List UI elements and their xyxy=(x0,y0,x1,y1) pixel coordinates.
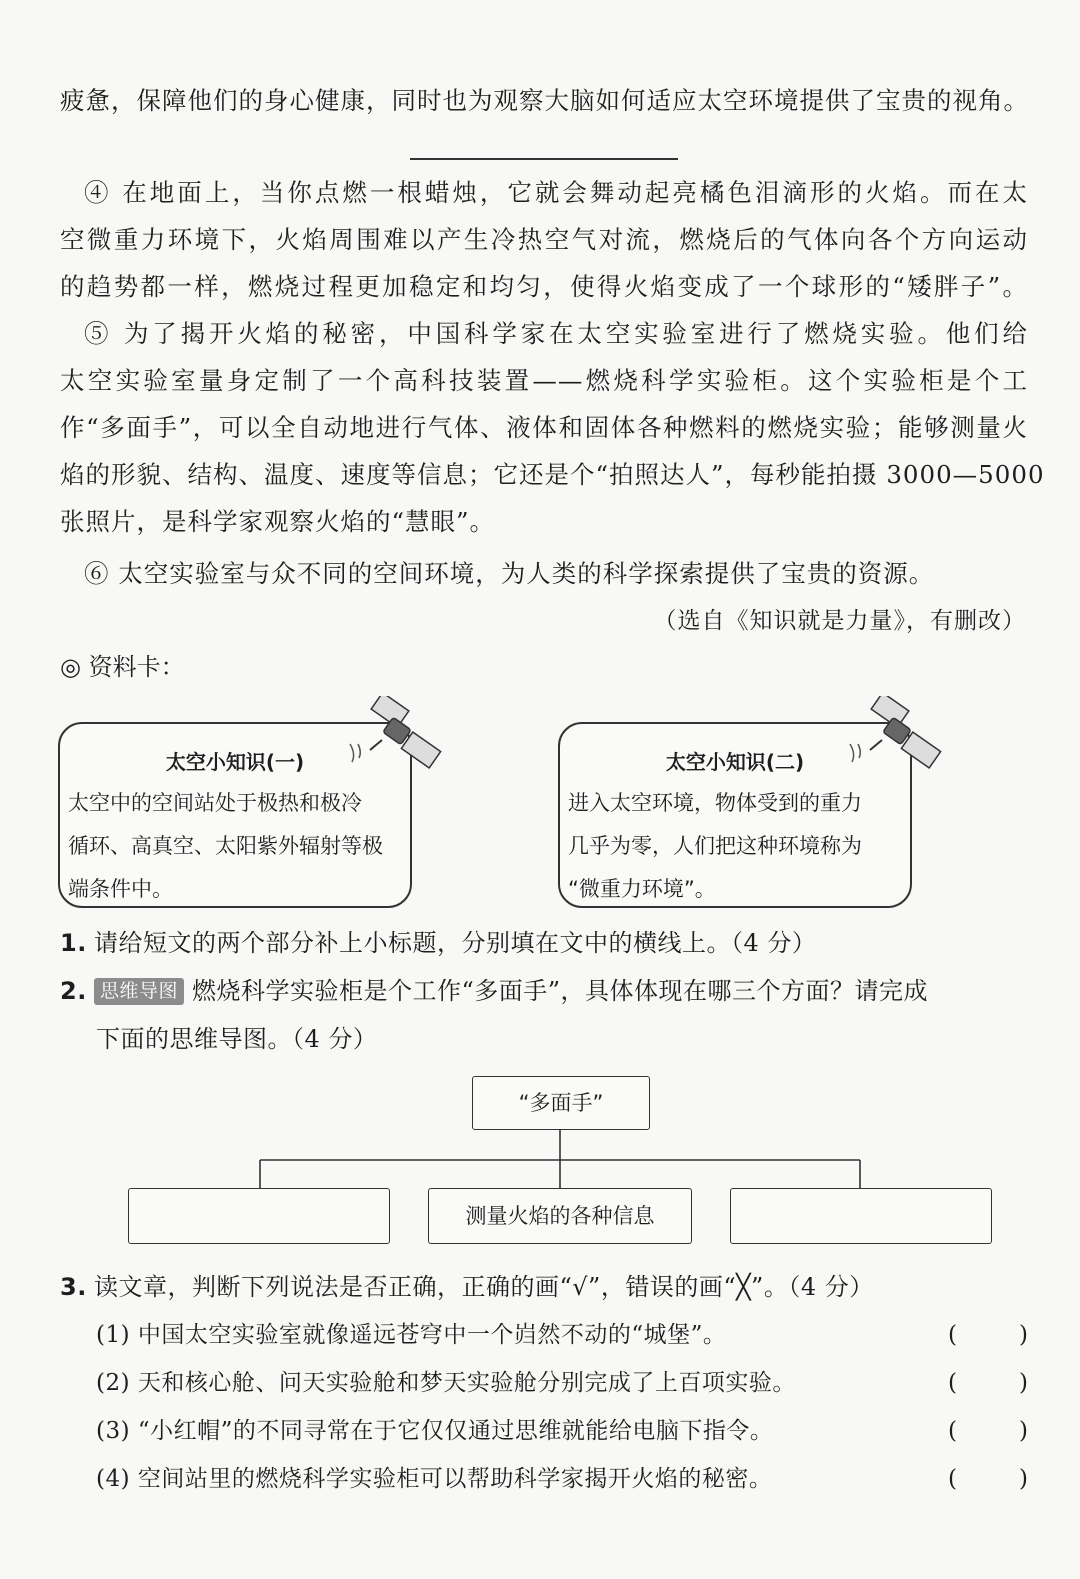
passage-line-9: 张照片，是科学家观察火焰的“慧眼”。 xyxy=(60,507,496,536)
judgment-3-answer[interactable]: ( ) xyxy=(948,1418,1028,1444)
passage-line-1: 疲惫，保障他们的身心健康，同时也为观察大脑如何适应太空环境提供了宝贵的视角。 xyxy=(60,86,1029,115)
mindmap-answer-box-3[interactable] xyxy=(730,1188,992,1244)
mindmap-tag: 思维导图 xyxy=(94,978,184,1005)
mindmap-root: “多面手” xyxy=(472,1076,650,1130)
mindmap-child-measure: 测量火焰的各种信息 xyxy=(428,1188,692,1244)
question-2-number: 2. xyxy=(60,977,87,1005)
passage-line-4: 的趋势都一样，燃烧过程更加稳定和均匀，使得火焰变成了一个球形的“矮胖子”。 xyxy=(60,272,1028,301)
knowledge-card-2-title: 太空小知识(二) xyxy=(665,750,805,774)
knowledge-card-1-title: 太空小知识(一) xyxy=(165,750,305,774)
question-3-text: 读文章，判断下列说法是否正确，正确的画“√”，错误的画“╳”。（4 分） xyxy=(94,1273,874,1301)
judgment-4-answer[interactable]: ( ) xyxy=(948,1466,1028,1492)
question-2-text: 燃烧科学实验柜是个工作“多面手”，具体体现在哪三个方面？请完成 xyxy=(192,977,929,1005)
judgment-4: (4) 空间站里的燃烧科学实验柜可以帮助科学家揭开火焰的秘密。 xyxy=(96,1466,773,1492)
question-3 xyxy=(60,1264,874,1310)
passage-line-6: 太空实验室量身定制了一个高科技装置——燃烧科学实验柜。这个实验柜是个工 xyxy=(60,366,1028,395)
judgment-2-answer[interactable]: ( ) xyxy=(948,1370,1028,1396)
judgment-2: (2) 天和核心舱、问天实验舱和梦天实验舱分别完成了上百项实验。 xyxy=(96,1370,796,1396)
question-3-number: 3. xyxy=(60,1273,87,1301)
passage-line-5: ⑤ 为了揭开火焰的秘密，中国科学家在太空实验室进行了燃烧实验。他们给 xyxy=(84,319,1028,348)
passage-line-10: ⑥ 太空实验室与众不同的空间环境，为人类的科学探索提供了宝贵的资源。 xyxy=(84,559,935,588)
question-1-number: 1. xyxy=(60,929,87,957)
passage-line-7: 作“多面手”，可以全自动地进行气体、液体和固体各种燃料的燃烧实验；能够测量火 xyxy=(60,413,1028,442)
judgment-1-answer[interactable]: ( ) xyxy=(948,1322,1028,1348)
passage-line-8: 焰的形貌、结构、温度、速度等信息；它还是个“拍照达人”，每秒能拍摄 3000—5000 xyxy=(60,460,1045,489)
judgment-1: (1) 中国太空实验室就像遥远苍穹中一个岿然不动的“城堡”。 xyxy=(96,1322,727,1348)
knowledge-card-1-text: 太空中的空间站处于极热和极冷 循环、高真空、太阳紫外辐射等极 端条件中。 xyxy=(68,791,383,901)
judgment-3: (3) “小红帽”的不同寻常在于它仅仅通过思维就能给电脑下指令。 xyxy=(96,1418,774,1444)
question-1-text: 请给短文的两个部分补上小标题，分别填在文中的横线上。（4 分） xyxy=(94,929,817,957)
knowledge-card-2-text: 进入太空环境，物体受到的重力 几乎为零，人们把这种环境称为 “微重力环境”。 xyxy=(568,791,862,901)
mindmap-answer-box-1[interactable] xyxy=(128,1188,390,1244)
source-citation: （选自《知识就是力量》，有删改） xyxy=(653,608,1026,634)
question-2-line-2: 下面的思维导图。（4 分） xyxy=(96,1025,378,1053)
resource-card-label: ◎ 资料卡： xyxy=(60,653,185,681)
passage-line-2: ④ 在地面上，当你点燃一根蜡烛，它就会舞动起亮橘色泪滴形的火焰。而在太 xyxy=(84,178,1028,207)
passage-line-3: 空微重力环境下，火焰周围难以产生冷热空气对流，燃烧后的气体向各个方向运动 xyxy=(60,225,1028,254)
